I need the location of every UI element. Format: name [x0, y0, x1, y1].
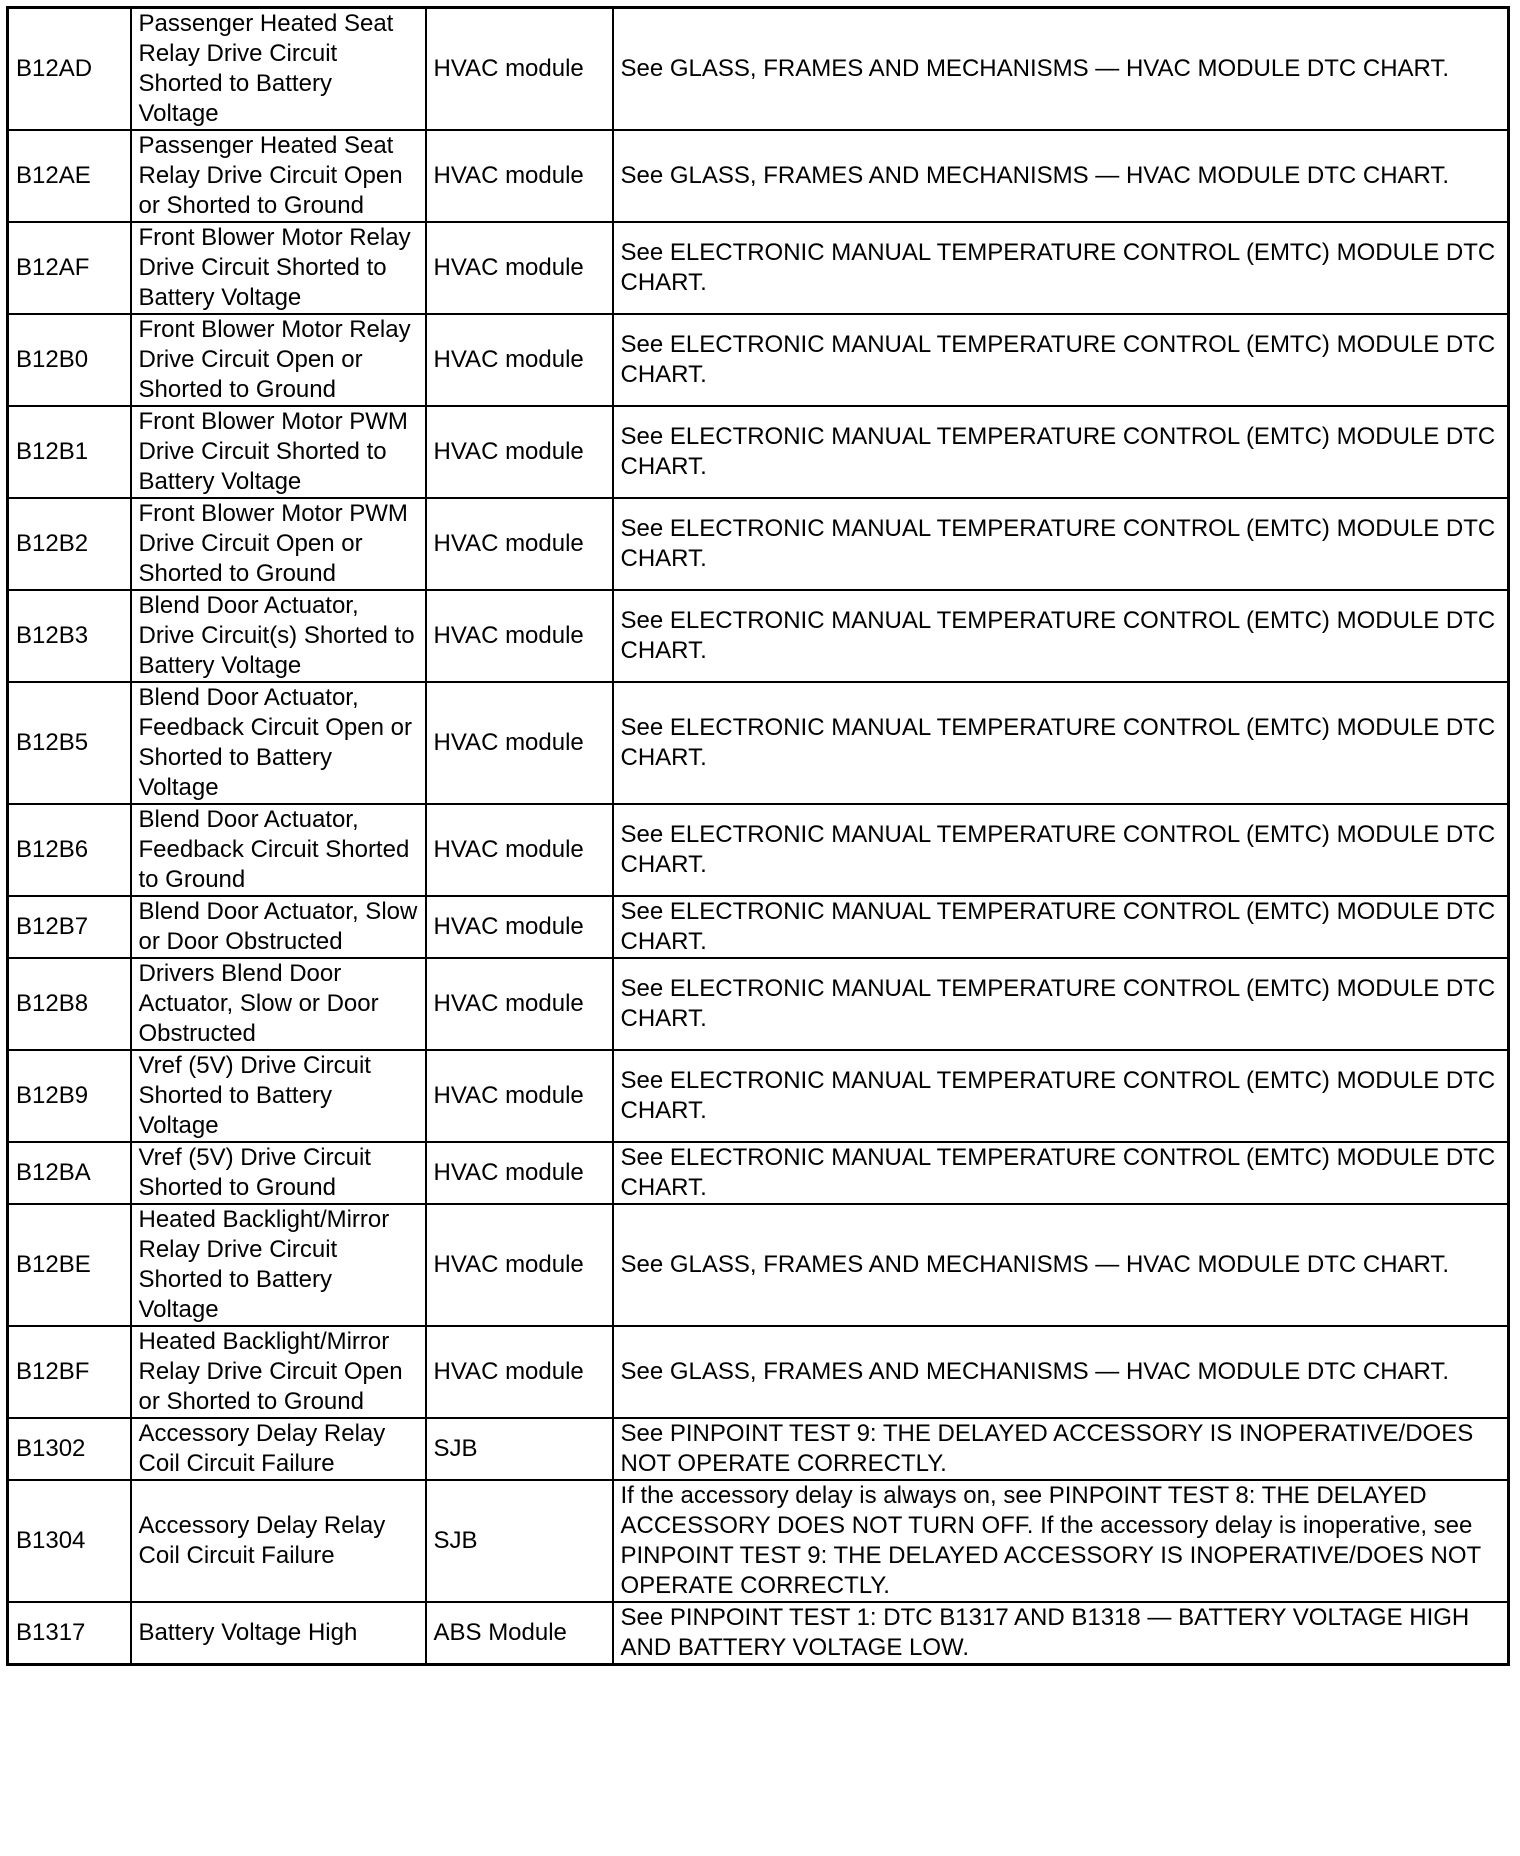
dtc-description: Passenger Heated Seat Relay Drive Circuit Shorted to Battery Voltage [131, 8, 426, 131]
table-row [8, 1142, 1509, 1204]
dtc-description: Blend Door Actuator, Feedback Circuit Shorted to Ground [131, 804, 426, 896]
dtc-action: See ELECTRONIC MANUAL TEMPERATURE CONTROL (EMTC) MODULE DTC CHART. [613, 682, 1509, 804]
dtc-code: B12B1 [8, 406, 131, 498]
dtc-code: B12BF [8, 1326, 131, 1418]
dtc-module: HVAC module [426, 958, 613, 1050]
dtc-module: HVAC module [426, 8, 613, 131]
dtc-description: Passenger Heated Seat Relay Drive Circuit Open or Shorted to Ground [131, 130, 426, 222]
dtc-module: HVAC module [426, 804, 613, 896]
table-row [8, 1602, 1509, 1665]
dtc-module: HVAC module [426, 1142, 613, 1204]
dtc-module: HVAC module [426, 590, 613, 682]
dtc-action: See GLASS, FRAMES AND MECHANISMS — HVAC MODULE DTC CHART. [613, 130, 1509, 222]
table-row [8, 1326, 1509, 1418]
dtc-code: B12BA [8, 1142, 131, 1204]
dtc-action: See ELECTRONIC MANUAL TEMPERATURE CONTROL (EMTC) MODULE DTC CHART. [613, 222, 1509, 314]
dtc-action: See ELECTRONIC MANUAL TEMPERATURE CONTROL (EMTC) MODULE DTC CHART. [613, 958, 1509, 1050]
dtc-code: B1317 [8, 1602, 131, 1665]
dtc-action: See GLASS, FRAMES AND MECHANISMS — HVAC MODULE DTC CHART. [613, 1204, 1509, 1326]
dtc-module: HVAC module [426, 1326, 613, 1418]
dtc-action: See ELECTRONIC MANUAL TEMPERATURE CONTROL (EMTC) MODULE DTC CHART. [613, 314, 1509, 406]
table-row [8, 590, 1509, 682]
dtc-module: ABS Module [426, 1602, 613, 1665]
dtc-action: If the accessory delay is always on, see PINPOINT TEST 8: THE DELAYED ACCESSORY DOES NOT TURN OFF. If the accessory delay is inoperative, see PINPOINT TEST 9: THE DELAYED ACCESSORY IS INOPERATIVE/DOES NOT OPERATE CORRECTLY. [613, 1480, 1509, 1602]
dtc-action: See PINPOINT TEST 1: DTC B1317 AND B1318 — BATTERY VOLTAGE HIGH AND BATTERY VOLTAGE LOW. [613, 1602, 1509, 1665]
dtc-description: Accessory Delay Relay Coil Circuit Failure [131, 1480, 426, 1602]
table-row [8, 682, 1509, 804]
dtc-module: HVAC module [426, 314, 613, 406]
table-row [8, 1480, 1509, 1602]
table-row [8, 8, 1509, 131]
table-row [8, 130, 1509, 222]
dtc-module: HVAC module [426, 130, 613, 222]
table-row [8, 804, 1509, 896]
dtc-action: See GLASS, FRAMES AND MECHANISMS — HVAC MODULE DTC CHART. [613, 8, 1509, 131]
dtc-action: See ELECTRONIC MANUAL TEMPERATURE CONTROL (EMTC) MODULE DTC CHART. [613, 896, 1509, 958]
dtc-description: Front Blower Motor PWM Drive Circuit Shorted to Battery Voltage [131, 406, 426, 498]
table-row [8, 314, 1509, 406]
dtc-code: B12B5 [8, 682, 131, 804]
dtc-module: HVAC module [426, 1204, 613, 1326]
table-row [8, 1050, 1509, 1142]
dtc-table-body [8, 8, 1509, 1665]
dtc-description: Blend Door Actuator, Drive Circuit(s) Shorted to Battery Voltage [131, 590, 426, 682]
dtc-module: HVAC module [426, 1050, 613, 1142]
table-row [8, 1418, 1509, 1480]
dtc-description: Drivers Blend Door Actuator, Slow or Door Obstructed [131, 958, 426, 1050]
dtc-code: B12B9 [8, 1050, 131, 1142]
table-row [8, 406, 1509, 498]
dtc-description: Heated Backlight/Mirror Relay Drive Circuit Shorted to Battery Voltage [131, 1204, 426, 1326]
dtc-module: HVAC module [426, 682, 613, 804]
dtc-description: Blend Door Actuator, Slow or Door Obstructed [131, 896, 426, 958]
dtc-module: SJB [426, 1480, 613, 1602]
dtc-code: B1302 [8, 1418, 131, 1480]
dtc-code: B12B7 [8, 896, 131, 958]
dtc-action: See GLASS, FRAMES AND MECHANISMS — HVAC MODULE DTC CHART. [613, 1326, 1509, 1418]
dtc-code: B12B8 [8, 958, 131, 1050]
dtc-description: Accessory Delay Relay Coil Circuit Failure [131, 1418, 426, 1480]
dtc-action: See ELECTRONIC MANUAL TEMPERATURE CONTROL (EMTC) MODULE DTC CHART. [613, 498, 1509, 590]
dtc-code: B12BE [8, 1204, 131, 1326]
table-row [8, 222, 1509, 314]
dtc-module: HVAC module [426, 896, 613, 958]
dtc-action: See ELECTRONIC MANUAL TEMPERATURE CONTROL (EMTC) MODULE DTC CHART. [613, 1050, 1509, 1142]
dtc-code: B12AE [8, 130, 131, 222]
dtc-code: B12B2 [8, 498, 131, 590]
table-row [8, 498, 1509, 590]
dtc-description: Vref (5V) Drive Circuit Shorted to Battery Voltage [131, 1050, 426, 1142]
table-row [8, 958, 1509, 1050]
dtc-module: HVAC module [426, 406, 613, 498]
dtc-code: B12B6 [8, 804, 131, 896]
dtc-action: See ELECTRONIC MANUAL TEMPERATURE CONTROL (EMTC) MODULE DTC CHART. [613, 590, 1509, 682]
dtc-action: See ELECTRONIC MANUAL TEMPERATURE CONTROL (EMTC) MODULE DTC CHART. [613, 804, 1509, 896]
dtc-action: See ELECTRONIC MANUAL TEMPERATURE CONTROL (EMTC) MODULE DTC CHART. [613, 1142, 1509, 1204]
dtc-code: B12AF [8, 222, 131, 314]
dtc-description: Battery Voltage High [131, 1602, 426, 1665]
dtc-description: Front Blower Motor PWM Drive Circuit Open or Shorted to Ground [131, 498, 426, 590]
dtc-code: B12B3 [8, 590, 131, 682]
dtc-description: Vref (5V) Drive Circuit Shorted to Ground [131, 1142, 426, 1204]
dtc-description: Front Blower Motor Relay Drive Circuit Open or Shorted to Ground [131, 314, 426, 406]
table-row [8, 1204, 1509, 1326]
dtc-module: HVAC module [426, 498, 613, 590]
dtc-module: SJB [426, 1418, 613, 1480]
dtc-action: See ELECTRONIC MANUAL TEMPERATURE CONTROL (EMTC) MODULE DTC CHART. [613, 406, 1509, 498]
dtc-action: See PINPOINT TEST 9: THE DELAYED ACCESSORY IS INOPERATIVE/DOES NOT OPERATE CORRECTLY. [613, 1418, 1509, 1480]
dtc-module: HVAC module [426, 222, 613, 314]
dtc-description: Heated Backlight/Mirror Relay Drive Circuit Open or Shorted to Ground [131, 1326, 426, 1418]
dtc-table [6, 6, 1510, 1666]
dtc-description: Front Blower Motor Relay Drive Circuit Shorted to Battery Voltage [131, 222, 426, 314]
dtc-code: B12AD [8, 8, 131, 131]
dtc-description: Blend Door Actuator, Feedback Circuit Open or Shorted to Battery Voltage [131, 682, 426, 804]
dtc-code: B12B0 [8, 314, 131, 406]
dtc-code: B1304 [8, 1480, 131, 1602]
table-row [8, 896, 1509, 958]
